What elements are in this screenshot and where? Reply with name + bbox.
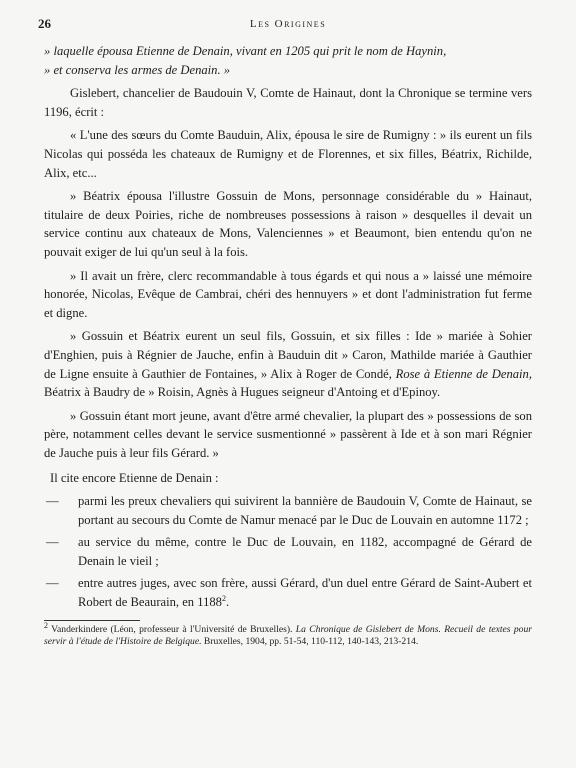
citation-list <box>44 492 532 612</box>
footnote-title: La Chronique de Gislebert de Mons. Recueil de textes pour servir à l'étude de l'Histoire de Belgique. <box>44 623 532 647</box>
footnote-marker: 2 <box>44 620 48 630</box>
footnote <box>44 620 532 648</box>
list-item <box>46 533 532 570</box>
running-title: Les Origines <box>249 18 327 30</box>
list-item <box>46 574 532 611</box>
list-item <box>46 492 532 529</box>
dash-marker: — <box>46 535 59 550</box>
paragraph-alix: « L'une des sœurs du Comte Bauduin, Alix, épousa le sire de Rumigny : » ils eurent un fils Nicolas qui posséda les chateaux de Rumigny et de Florennes, et six filles, Béatrix, Richilde, Alix, etc... <box>44 128 532 180</box>
paragraph-gislebert: Gislebert, chancelier de Baudouin V, Comte de Hainaut, dont la Chronique se termine vers 1196, écrit : <box>44 86 532 119</box>
dash-marker: — <box>46 494 59 509</box>
list-item-text: parmi les preux chevaliers qui suivirent la bannière de Baudouin V, Comte de Hainaut, se portant au secours du Comte de Namur menacé par le Duc de Louvain en automne 1172 ; <box>78 494 532 527</box>
footnote-ref: 2 <box>221 593 226 603</box>
footnote-rule <box>44 620 140 621</box>
list-item-end: . <box>225 595 230 610</box>
children-text-a: » Gossuin et Béatrix eurent un seul fils, Gossuin, et six filles : Ide » mariée à Sohier d'Enghien, puis à Régnier de Jauche, enfin à Bauduin dit » Caron, Mathilde mariée à Gauthier de Ligne ensuite à Gauthier de Fontaines, » Alix à Roger de Condé, <box>44 329 532 381</box>
footnote-author: Vanderkindere (Léon, professeur à l'Université de Bruxelles). <box>51 623 293 635</box>
running-head <box>38 14 532 32</box>
body-text <box>44 42 532 612</box>
paragraph-brother: » Il avait un frère, clerc recommandable à tous égards et qui nous a » laissé une mémoire honorée, Nicolas, Evêque de Cambrai, chéri des hennuyers » et dont l'administration fut ferme et digne. <box>44 268 532 320</box>
quote-line-2: » et conserva les armes de Denain. » <box>44 62 231 77</box>
quote-continuation <box>44 42 532 79</box>
paragraph-cite: Il cite encore Etienne de Denain : <box>50 471 219 486</box>
list-item-text: entre autres juges, avec son frère, aussi Gérard, d'un duel entre Gérard de Saint-Aubert et Robert de Beaurain, en 1188 <box>78 576 532 610</box>
footnote-publication: Bruxelles, 1904, pp. 51-54, 110-112, 140-143, 213-214. <box>203 635 419 647</box>
quote-line-1: » laquelle épousa Etienne de Denain, vivant en 1205 qui prit le nom de Haynin, <box>44 44 447 58</box>
paragraph-gossuin-death: » Gossuin étant mort jeune, avant d'être armé chevalier, la plupart des » possessions de son père, notamment celles devant le service susmentionné » passèrent à Ide et à son mari Régnier de Jauche puis à leur fils Gérard. » <box>44 408 532 460</box>
page-number: 26 <box>38 16 51 31</box>
children-text-italic: Rose à Etienne de Denain, <box>395 366 532 381</box>
paragraph-children <box>44 327 532 401</box>
paragraph-beatrix: » Béatrix épousa l'illustre Gossuin de Mons, personnage considérable du » Hainaut, titulaire de deux Poiries, riche de nombreuses possessions à raison » desquelles il devait un service continu aux chateaux de Mons, Valenciennes » et Beaumont, bien entendu qu'on ne pouvait exiger de lui qu'un seul à la fois. <box>44 189 532 259</box>
children-text-b: Béatrix à Baudry de » Roisin, Agnès à Hugues seigneur d'Antoing et d'Epinoy. <box>44 385 441 400</box>
list-item-text: au service du même, contre le Duc de Louvain, en 1182, accompagné de Gérard de Denain le vieil ; <box>78 535 532 568</box>
dash-marker: — <box>46 576 59 591</box>
